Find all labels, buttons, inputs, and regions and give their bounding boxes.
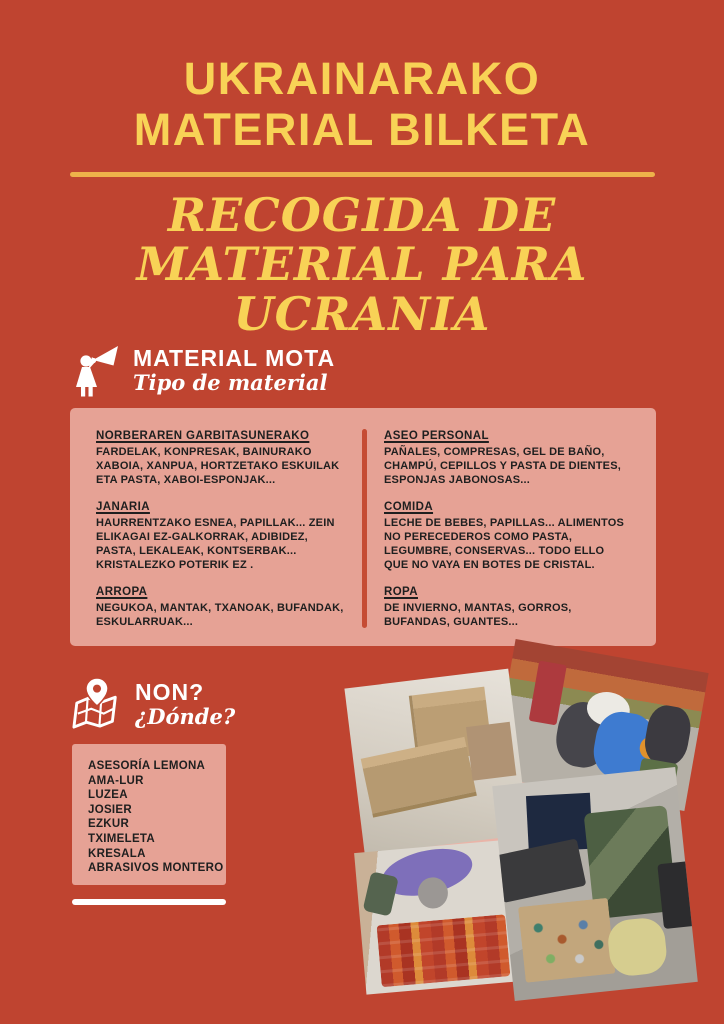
location-item: AMA-LUR [88,774,144,787]
category-clothing-es [384,585,630,629]
category-food-es [384,500,630,572]
category-body: HAURRENTZAKO ESNEA, PAPILLAK... ZEIN ELIKAGAI EZ-GALKORRAK, ADIBIDEZ, PASTA, LEKALEAK, KONTSERBAK... KRISTALEZKO POTERIK EZ . [96,517,335,571]
location-item: KRESALA [88,847,146,860]
photo-toiletries-bags [492,767,698,1001]
location-item: EZKUR [88,818,130,831]
category-clothing-eu [96,585,350,629]
panel-vertical-divider [362,429,367,628]
page-title: UKRAINARAKO MATERIAL BILKETA [133,53,591,155]
materials-column-basque [96,429,350,628]
map-pin-icon [72,676,122,732]
materials-heading-block [133,346,335,394]
category-title: COMIDA [384,501,434,513]
food-packages-shape [376,914,510,988]
category-body: PAÑALES, COMPRESAS, GEL DE BAÑO, CHAMPÚ, CEPILLOS Y PASTA DE DIENTES, ESPONJAS JABONOSAS... [384,446,622,486]
materials-heading-es: Tipo de material [133,370,328,396]
dark-pile-shape [494,838,587,902]
category-title: JANARIA [96,501,150,513]
where-heading-block [135,680,235,728]
header [0,54,724,340]
where-heading-es: ¿Dónde? [135,704,236,730]
title-divider-line [70,172,655,177]
materials-section-header [72,342,335,398]
cardboard-box-shape [466,722,517,780]
location-item: LUZEA [88,789,128,802]
materials-panel [70,408,656,646]
page-subtitle: RECOGIDA DE MATERIAL PARA UCRANIA [136,187,588,342]
locations-list [88,759,224,876]
materials-column-spanish [382,429,630,628]
category-body: NEGUKOA, MANTAK, TXANOAK, BUFANDAK, ESKULARRUAK... [96,602,344,628]
category-body: DE INVIERNO, MANTAS, GORROS, BUFANDAS, GUANTES... [384,602,572,628]
category-hygiene-eu [96,429,350,487]
where-heading-eu: NON? [135,678,205,705]
green-sleeve-shape [363,871,400,916]
category-hygiene-es [384,429,630,487]
black-item-shape [658,861,696,929]
cardboard-box-shape [361,737,477,818]
photo-food-sorting [354,839,524,994]
category-body: LECHE DE BEBES, PAPILLAS... ALIMENTOS NO PERECEDEROS COMO PASTA, LEGUMBRE, CONSERVAS... TODO ELLO QUE NO VAYA EN BOTES DE CRISTAL. [384,517,625,571]
category-title: ARROPA [96,586,148,598]
yellow-bag-shape [606,916,669,978]
bottle-box-shape [518,898,616,983]
locations-panel [72,744,226,885]
location-item: ABRASIVOS MONTERO [88,862,224,875]
location-item: ASESORÍA LEMONA [88,760,206,772]
category-body: FARDELAK, KONPRESAK, BAINURAKO XABOIA, XANPUA, HORTZETAKO ESKUILAK ETA PASTA, XABOI-ESPONJAK... [96,446,340,486]
photo-collage [340,645,724,1024]
where-section-header [72,676,235,732]
footer-line [72,899,226,905]
category-title: ROPA [384,586,418,598]
materials-heading-eu: MATERIAL MOTA [133,344,336,371]
category-title: ASEO PERSONAL [384,430,489,442]
megaphone-announcer-icon [72,342,120,398]
location-item: TXIMELETA [88,832,156,845]
category-title: NORBERAREN GARBITASUNERAKO [96,430,310,442]
location-item: JOSIER [88,803,132,816]
category-food-eu [96,500,350,572]
